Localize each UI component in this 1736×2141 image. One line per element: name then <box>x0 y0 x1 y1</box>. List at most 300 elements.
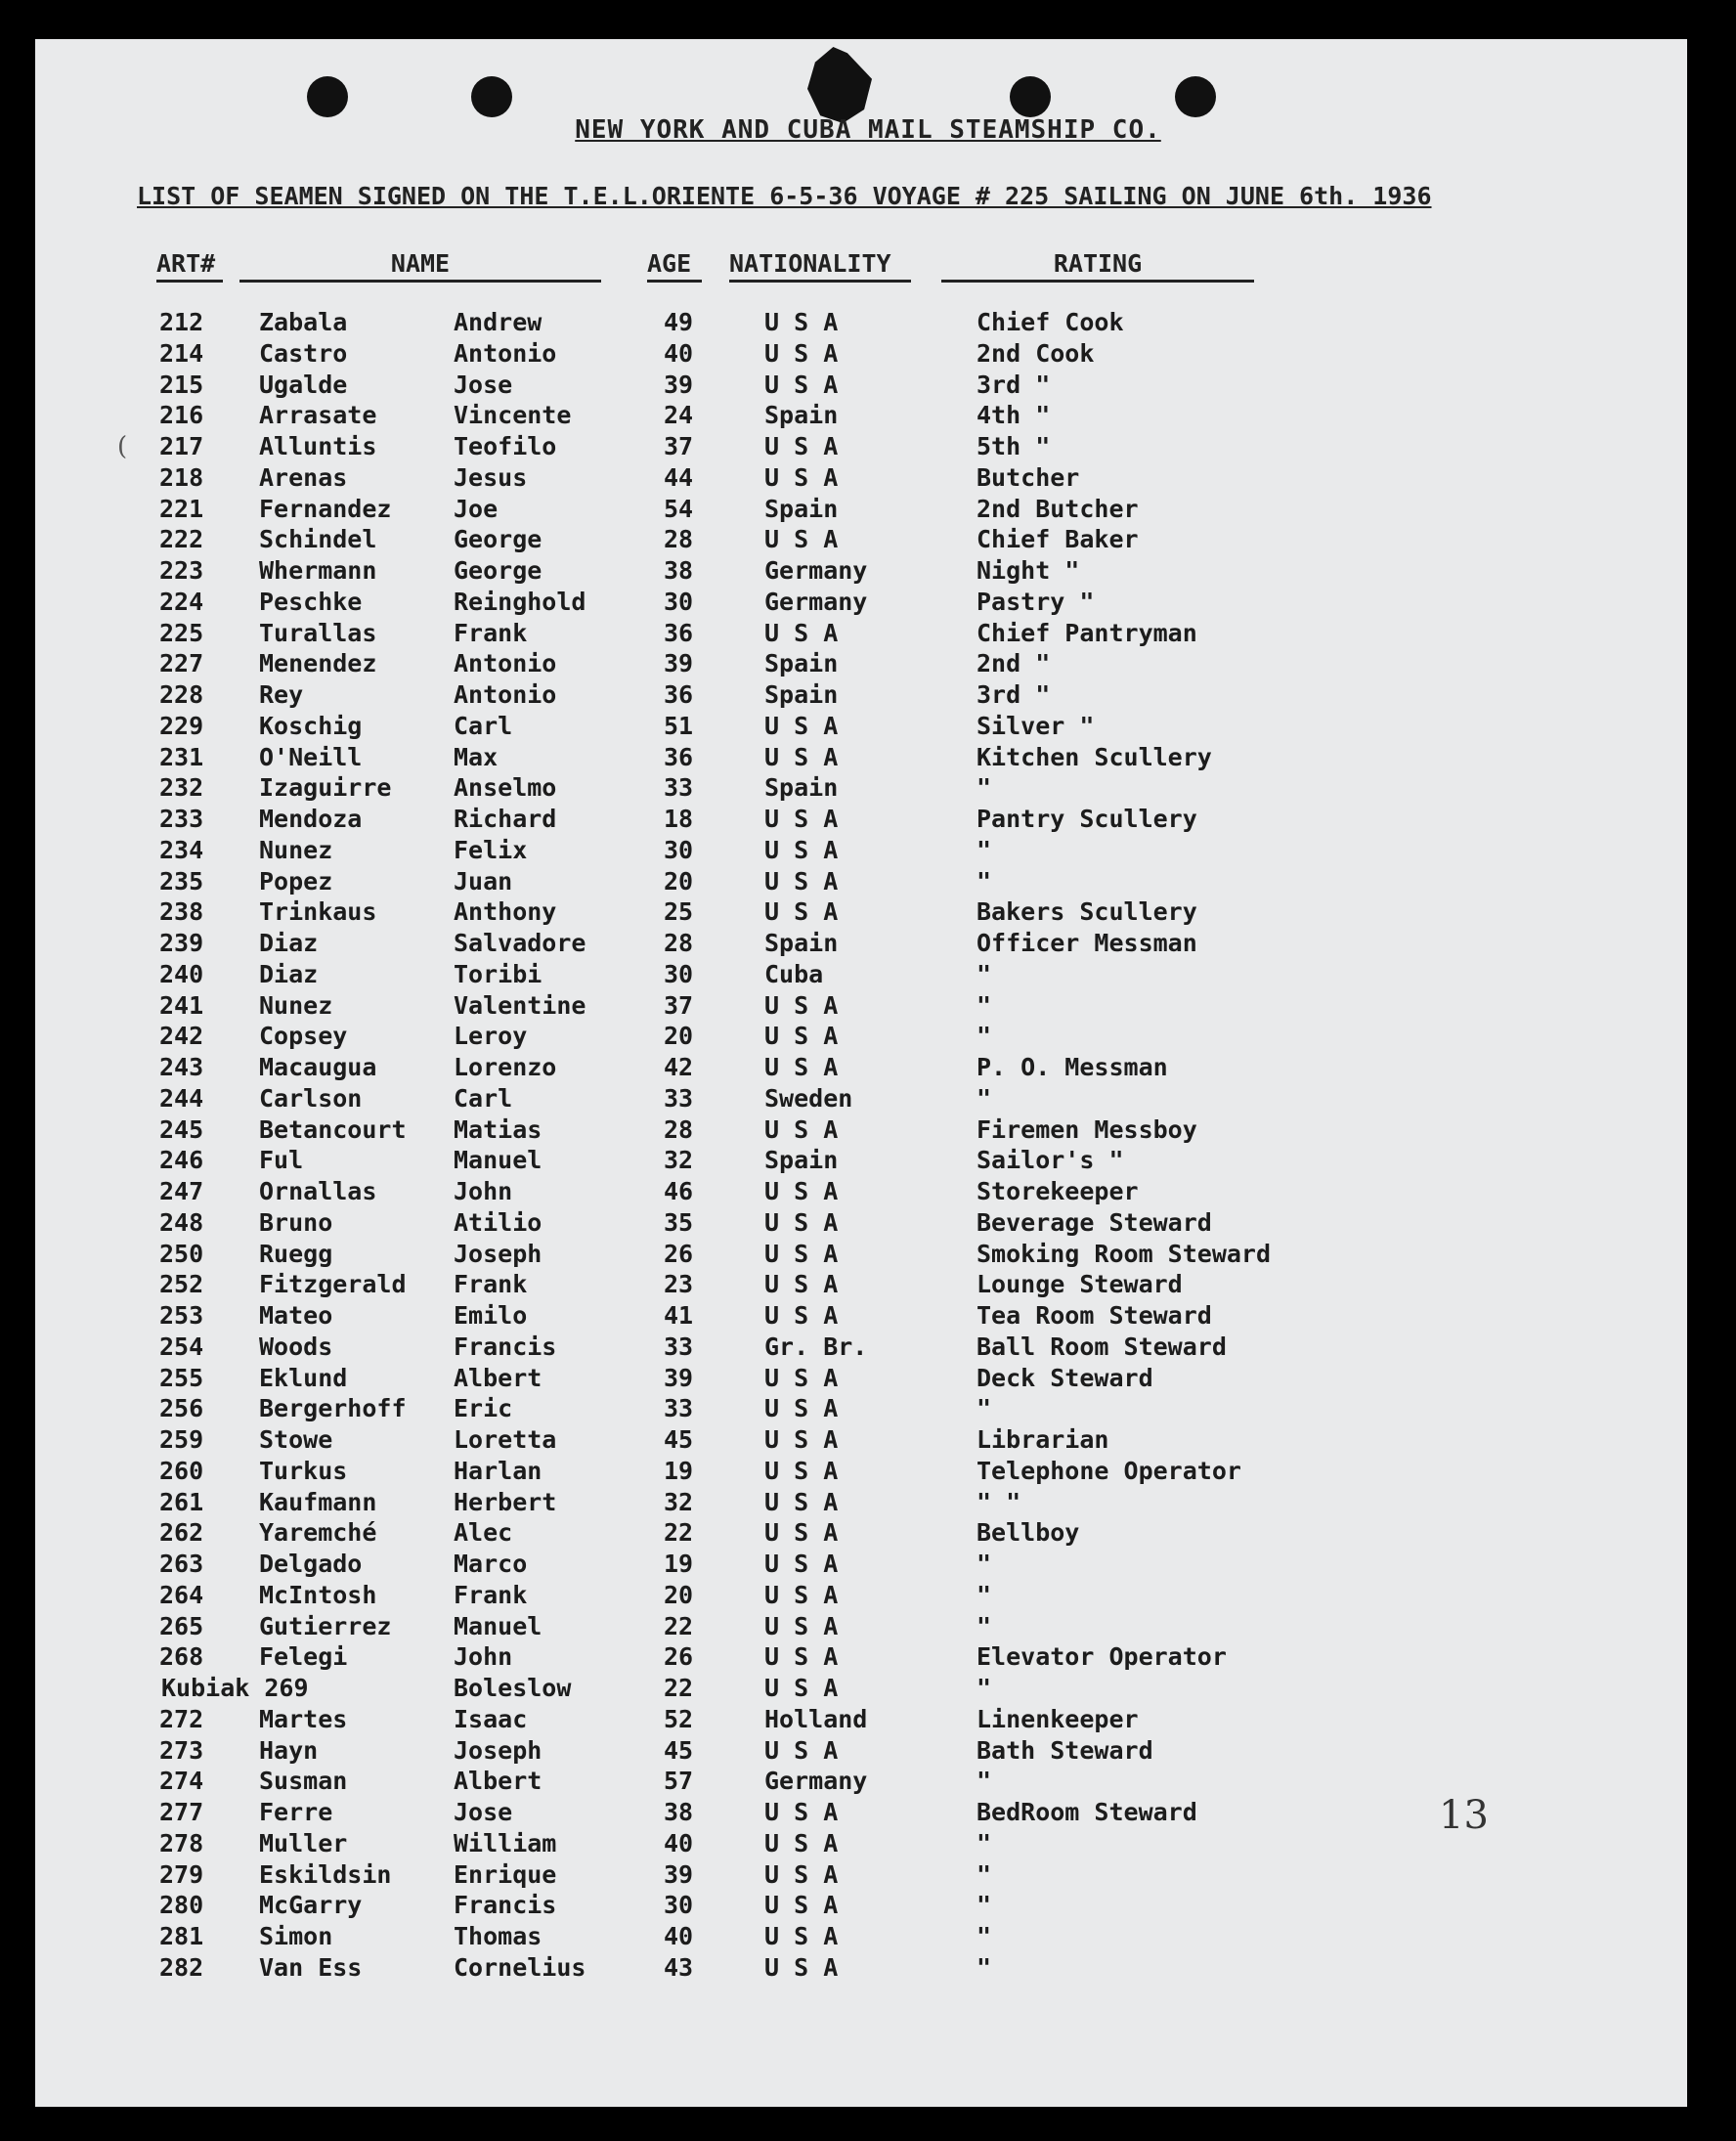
surname-cell: Van Ess <box>259 1952 363 1982</box>
surname-cell: Copsey <box>259 1022 348 1051</box>
surname-cell: Whermann <box>259 556 377 585</box>
rating-cell: Elevator Operator <box>976 1642 1227 1672</box>
nationality-cell: U S A <box>764 1798 839 1826</box>
nationality-cell: Cuba <box>764 959 824 988</box>
art-number-cell: 223 <box>159 556 204 585</box>
punch-hole <box>1175 76 1216 117</box>
age-cell: 33 <box>664 1332 694 1361</box>
art-number-cell: 248 <box>159 1207 204 1237</box>
nationality-cell: Spain <box>764 649 839 678</box>
surname-cell: Schindel <box>259 525 377 554</box>
given-name-cell: Anselmo <box>454 773 557 803</box>
age-cell: 44 <box>664 462 694 492</box>
table-row <box>0 1052 1736 1083</box>
art-number-cell: 215 <box>159 370 204 399</box>
age-cell: 40 <box>664 1922 694 1950</box>
art-number-cell: 216 <box>159 401 204 430</box>
age-cell: 33 <box>664 773 694 803</box>
rating-cell: Pastry " <box>976 587 1095 616</box>
rating-cell: " <box>976 1859 992 1889</box>
age-cell: 19 <box>664 1456 694 1485</box>
age-cell: 20 <box>664 1580 694 1609</box>
given-name-cell: Albert <box>454 1363 542 1392</box>
given-name-cell: Salvadore <box>454 929 586 957</box>
art-number-cell: 231 <box>159 742 204 771</box>
surname-cell: Eskildsin <box>259 1859 392 1889</box>
table-row <box>0 711 1736 742</box>
age-cell: 45 <box>664 1425 694 1454</box>
art-number-cell: 234 <box>159 835 204 864</box>
nationality-cell: U S A <box>764 618 839 647</box>
rating-cell: " <box>976 1952 992 1982</box>
table-row <box>0 1456 1736 1487</box>
given-name-cell: Andrew <box>454 308 542 336</box>
table-row <box>0 1580 1736 1611</box>
rating-cell: Linenkeeper <box>976 1704 1139 1733</box>
nationality-cell: Spain <box>764 929 839 957</box>
art-number-cell: 274 <box>159 1767 204 1796</box>
list-subtitle: LIST OF SEAMEN SIGNED ON THE T.E.L.ORIENTE 6-5-36 VOYAGE # 225 SAILING ON JUNE 6th. 1936 <box>137 182 1432 210</box>
surname-cell: Carlson <box>259 1083 363 1113</box>
age-cell: 30 <box>664 587 694 616</box>
punch-hole <box>1010 76 1051 117</box>
given-name-cell: Herbert <box>454 1487 557 1516</box>
art-number-cell: 232 <box>159 773 204 803</box>
nationality-cell: U S A <box>764 1674 839 1702</box>
art-number-cell: 228 <box>159 680 204 709</box>
table-row <box>0 1641 1736 1673</box>
nationality-cell: U S A <box>764 462 839 492</box>
art-number-cell: 263 <box>159 1550 204 1578</box>
surname-cell: Woods <box>259 1332 333 1361</box>
art-number-cell: 265 <box>159 1611 204 1640</box>
given-name-cell: Alec <box>454 1518 513 1548</box>
table-row <box>0 866 1736 897</box>
surname-cell: Kaufmann <box>259 1487 377 1516</box>
art-number-cell: 255 <box>159 1363 204 1392</box>
art-number-cell: 273 <box>159 1735 204 1765</box>
art-number-cell: 259 <box>159 1425 204 1454</box>
rating-cell: " <box>976 1022 992 1051</box>
age-cell: 20 <box>664 1022 694 1051</box>
surname-cell: Trinkaus <box>259 897 377 927</box>
punch-hole <box>307 76 348 117</box>
age-cell: 19 <box>664 1550 694 1578</box>
nationality-cell: Germany <box>764 556 868 585</box>
given-name-cell: William <box>454 1828 557 1857</box>
art-number-cell: 260 <box>159 1456 204 1485</box>
art-number-cell: 233 <box>159 805 204 833</box>
column-header-age: AGE <box>647 249 702 283</box>
surname-cell: Felegi <box>259 1642 348 1672</box>
rating-cell: Butcher <box>976 462 1080 492</box>
table-row <box>0 587 1736 618</box>
rating-cell: 5th " <box>976 432 1051 460</box>
rating-cell: " " <box>976 1487 1021 1516</box>
rating-cell: Ball Room Steward <box>976 1332 1227 1361</box>
nationality-cell: U S A <box>764 1518 839 1548</box>
nationality-cell: U S A <box>764 711 839 740</box>
table-row <box>0 1114 1736 1146</box>
company-title: NEW YORK AND CUBA MAIL STEAMSHIP CO. <box>575 115 1161 145</box>
age-cell: 26 <box>664 1239 694 1268</box>
rating-cell: " <box>976 1767 992 1796</box>
table-row <box>0 1083 1736 1114</box>
given-name-cell: Juan <box>454 866 513 896</box>
surname-cell: Eklund <box>259 1363 348 1392</box>
nationality-cell: U S A <box>764 1270 839 1299</box>
given-name-cell: Cornelius <box>454 1952 586 1982</box>
column-header-art: ART# <box>156 249 223 283</box>
rating-cell: Chief Baker <box>976 525 1139 554</box>
given-name-cell: Isaac <box>454 1704 528 1733</box>
art-number-cell: 282 <box>159 1952 204 1982</box>
nationality-cell: Holland <box>764 1704 868 1733</box>
art-number-cell: 252 <box>159 1270 204 1299</box>
rating-cell: Firemen Messboy <box>976 1114 1197 1144</box>
age-cell: 28 <box>664 525 694 554</box>
age-cell: 38 <box>664 556 694 585</box>
age-cell: 51 <box>664 711 694 740</box>
age-cell: 35 <box>664 1207 694 1237</box>
given-name-cell: Valentine <box>454 990 586 1020</box>
surname-cell: Ferre <box>259 1798 333 1826</box>
given-name-cell: Eric <box>454 1394 513 1423</box>
age-cell: 30 <box>664 835 694 864</box>
rating-cell: BedRoom Steward <box>976 1798 1197 1826</box>
surname-cell: Susman <box>259 1767 348 1796</box>
table-row <box>0 679 1736 711</box>
art-number-cell: 222 <box>159 525 204 554</box>
rating-cell: Night " <box>976 556 1080 585</box>
surname-cell: Hayn <box>259 1735 319 1765</box>
given-name-cell: Loretta <box>454 1425 557 1454</box>
surname-cell: Martes <box>259 1704 348 1733</box>
column-header-name: NAME <box>239 249 601 283</box>
age-cell: 43 <box>664 1952 694 1982</box>
art-number-cell: 281 <box>159 1922 204 1950</box>
rating-cell: 2nd Cook <box>976 338 1095 368</box>
page-number: 13 <box>1439 1793 1489 1838</box>
surname-cell: Izaguirre <box>259 773 392 803</box>
art-number-cell: 229 <box>159 711 204 740</box>
rating-cell: 3rd " <box>976 680 1051 709</box>
art-number-cell: 278 <box>159 1828 204 1857</box>
nationality-cell: Spain <box>764 680 839 709</box>
given-name-cell: Enrique <box>454 1859 557 1889</box>
age-cell: 24 <box>664 401 694 430</box>
nationality-cell: Germany <box>764 587 868 616</box>
rating-cell: Storekeeper <box>976 1177 1139 1205</box>
nationality-cell: Spain <box>764 494 839 523</box>
given-name-cell: John <box>454 1642 513 1672</box>
given-name-cell: Francis <box>454 1332 557 1361</box>
given-name-cell: Emilo <box>454 1301 528 1330</box>
surname-cell: Rey <box>259 680 304 709</box>
table-row <box>0 1859 1736 1891</box>
nationality-cell: U S A <box>764 1114 839 1144</box>
surname-cell: Diaz <box>259 929 319 957</box>
nationality-cell: U S A <box>764 1828 839 1857</box>
age-cell: 45 <box>664 1735 694 1765</box>
art-number-cell: 261 <box>159 1487 204 1516</box>
surname-cell: Popez <box>259 866 333 896</box>
rating-cell: Chief Pantryman <box>976 618 1197 647</box>
art-number-cell: 221 <box>159 494 204 523</box>
art-number-cell: 268 <box>159 1642 204 1672</box>
art-number-cell: 279 <box>159 1859 204 1889</box>
art-number-cell: 235 <box>159 866 204 896</box>
nationality-cell: Germany <box>764 1767 868 1796</box>
nationality-cell: U S A <box>764 1550 839 1578</box>
rating-cell: Smoking Room Steward <box>976 1239 1272 1268</box>
table-row <box>0 1735 1736 1767</box>
rating-cell: Deck Steward <box>976 1363 1153 1392</box>
nationality-cell: U S A <box>764 1363 839 1392</box>
table-row <box>0 648 1736 679</box>
art-number-cell: 225 <box>159 618 204 647</box>
age-cell: 46 <box>664 1177 694 1205</box>
nationality-cell: U S A <box>764 1053 839 1081</box>
given-name-cell: Boleslow <box>454 1674 572 1702</box>
nationality-cell: Sweden <box>764 1083 853 1113</box>
surname-cell: Alluntis <box>259 432 377 460</box>
surname-cell: Delgado <box>259 1550 363 1578</box>
age-cell: 18 <box>664 805 694 833</box>
age-cell: 22 <box>664 1674 694 1702</box>
table-row <box>0 400 1736 431</box>
rating-cell: " <box>976 1828 992 1857</box>
nationality-cell: U S A <box>764 1952 839 1982</box>
given-name-cell: Max <box>454 742 499 771</box>
table-row <box>0 1611 1736 1642</box>
art-number-cell: 238 <box>159 897 204 927</box>
nationality-cell: U S A <box>764 1456 839 1485</box>
surname-cell: Muller <box>259 1828 348 1857</box>
age-cell: 23 <box>664 1270 694 1299</box>
surname-cell: Castro <box>259 338 348 368</box>
nationality-cell: U S A <box>764 308 839 336</box>
surname-cell: McIntosh <box>259 1580 377 1609</box>
nationality-cell: U S A <box>764 897 839 927</box>
rating-cell: " <box>976 990 992 1020</box>
art-number-cell: 241 <box>159 990 204 1020</box>
table-row <box>0 524 1736 555</box>
table-row <box>0 1704 1736 1735</box>
given-name-cell: Frank <box>454 618 528 647</box>
art-number-cell: 242 <box>159 1022 204 1051</box>
art-number-cell: 262 <box>159 1518 204 1548</box>
rating-cell: Lounge Steward <box>976 1270 1183 1299</box>
surname-cell: Turkus <box>259 1456 348 1485</box>
nationality-cell: U S A <box>764 1394 839 1423</box>
surname-cell: Arrasate <box>259 401 377 430</box>
rating-cell: 4th " <box>976 401 1051 430</box>
given-name-cell: Toribi <box>454 959 542 988</box>
given-name-cell: Thomas <box>454 1922 542 1950</box>
rating-cell: " <box>976 773 992 803</box>
nationality-cell: U S A <box>764 1301 839 1330</box>
age-cell: 30 <box>664 959 694 988</box>
nationality-cell: U S A <box>764 525 839 554</box>
surname-cell: Peschke <box>259 587 363 616</box>
table-row <box>0 1487 1736 1518</box>
table-row <box>0 1332 1736 1363</box>
nationality-cell: U S A <box>764 805 839 833</box>
rating-cell: " <box>976 866 992 896</box>
nationality-cell: Spain <box>764 773 839 803</box>
margin-mark: ( <box>117 432 128 461</box>
rating-cell: " <box>976 1083 992 1113</box>
table-row <box>0 959 1736 990</box>
nationality-cell: U S A <box>764 1859 839 1889</box>
given-name-cell: Joseph <box>454 1735 542 1765</box>
rating-cell: Silver " <box>976 711 1095 740</box>
age-cell: 40 <box>664 1828 694 1857</box>
given-name-cell: Francis <box>454 1891 557 1920</box>
age-cell: 36 <box>664 680 694 709</box>
art-number-cell: 243 <box>159 1053 204 1081</box>
surname-cell: Bruno <box>259 1207 333 1237</box>
table-row <box>0 1021 1736 1052</box>
rating-cell: " <box>976 959 992 988</box>
rating-cell: Sailor's " <box>976 1146 1124 1175</box>
nationality-cell: U S A <box>764 370 839 399</box>
surname-cell: Gutierrez <box>259 1611 392 1640</box>
age-cell: 22 <box>664 1611 694 1640</box>
table-row <box>0 1921 1736 1952</box>
art-number-cell: 272 <box>159 1704 204 1733</box>
table-row <box>0 1145 1736 1176</box>
surname-cell: Betancourt <box>259 1114 407 1144</box>
nationality-cell: U S A <box>764 1487 839 1516</box>
rating-cell: " <box>976 1891 992 1920</box>
table-row <box>0 555 1736 587</box>
given-name-cell: Jose <box>454 1798 513 1826</box>
rating-cell: " <box>976 1922 992 1950</box>
given-name-cell: Teofilo <box>454 432 557 460</box>
rating-cell: 2nd Butcher <box>976 494 1139 523</box>
given-name-cell: Marco <box>454 1550 528 1578</box>
table-row <box>0 431 1736 462</box>
table-row <box>0 1363 1736 1394</box>
given-name-cell: George <box>454 525 542 554</box>
age-cell: 52 <box>664 1704 694 1733</box>
art-number-cell: 224 <box>159 587 204 616</box>
given-name-cell: John <box>454 1177 513 1205</box>
age-cell: 36 <box>664 618 694 647</box>
surname-cell: McGarry <box>259 1891 363 1920</box>
art-number-cell: 246 <box>159 1146 204 1175</box>
nationality-cell: U S A <box>764 1891 839 1920</box>
rating-cell: Bakers Scullery <box>976 897 1197 927</box>
rating-cell: Bath Steward <box>976 1735 1153 1765</box>
table-row <box>0 928 1736 959</box>
age-cell: 33 <box>664 1394 694 1423</box>
table-row <box>0 370 1736 401</box>
age-cell: 42 <box>664 1053 694 1081</box>
rating-cell: " <box>976 1674 992 1702</box>
table-row <box>0 804 1736 835</box>
age-cell: 40 <box>664 338 694 368</box>
table-row <box>0 1269 1736 1300</box>
surname-cell: Ruegg <box>259 1239 333 1268</box>
art-number-cell: 264 <box>159 1580 204 1609</box>
rating-cell: 3rd " <box>976 370 1051 399</box>
table-row <box>0 990 1736 1022</box>
given-name-cell: Manuel <box>454 1611 542 1640</box>
rating-cell: " <box>976 1580 992 1609</box>
rating-cell: Officer Messman <box>976 929 1197 957</box>
surname-cell: Arenas <box>259 462 348 492</box>
art-number-cell: 244 <box>159 1083 204 1113</box>
surname-cell: Mateo <box>259 1301 333 1330</box>
rating-cell: " <box>976 1611 992 1640</box>
given-name-cell: Atilio <box>454 1207 542 1237</box>
age-cell: 49 <box>664 308 694 336</box>
table-row <box>0 1239 1736 1270</box>
surname-cell: Nunez <box>259 990 333 1020</box>
table-row <box>0 462 1736 494</box>
given-name-cell: Carl <box>454 711 513 740</box>
given-name-cell: Antonio <box>454 338 557 368</box>
column-header-nationality: NATIONALITY <box>729 249 911 283</box>
art-number-cell: 240 <box>159 959 204 988</box>
surname-cell: Menendez <box>259 649 377 678</box>
surname-cell: O'Neill <box>259 742 363 771</box>
given-name-cell: Antonio <box>454 649 557 678</box>
art-number-cell: 218 <box>159 462 204 492</box>
surname-cell: Ful <box>259 1146 304 1175</box>
given-name-cell: Anthony <box>454 897 557 927</box>
age-cell: 32 <box>664 1146 694 1175</box>
art-number-cell: 227 <box>159 649 204 678</box>
surname-cell: Simon <box>259 1922 333 1950</box>
surname-cell: Koschig <box>259 711 363 740</box>
nationality-cell: U S A <box>764 1022 839 1051</box>
age-cell: 32 <box>664 1487 694 1516</box>
age-cell: 20 <box>664 866 694 896</box>
rating-cell: Telephone Operator <box>976 1456 1241 1485</box>
art-number-cell: 239 <box>159 929 204 957</box>
table-row <box>0 742 1736 773</box>
art-number-cell: Kubiak 269 <box>161 1674 309 1702</box>
surname-cell: Fitzgerald <box>259 1270 407 1299</box>
nationality-cell: U S A <box>764 1642 839 1672</box>
rating-cell: Tea Room Steward <box>976 1301 1212 1330</box>
age-cell: 36 <box>664 742 694 771</box>
age-cell: 39 <box>664 1859 694 1889</box>
nationality-cell: U S A <box>764 1425 839 1454</box>
nationality-cell: U S A <box>764 866 839 896</box>
age-cell: 54 <box>664 494 694 523</box>
given-name-cell: Felix <box>454 835 528 864</box>
rating-cell: Chief Cook <box>976 308 1124 336</box>
rating-cell: Beverage Steward <box>976 1207 1212 1237</box>
given-name-cell: Jose <box>454 370 513 399</box>
table-row <box>0 307 1736 338</box>
table-row <box>0 1517 1736 1549</box>
nationality-cell: U S A <box>764 1580 839 1609</box>
age-cell: 39 <box>664 370 694 399</box>
rating-cell: " <box>976 1550 992 1578</box>
surname-cell: Zabala <box>259 308 348 336</box>
art-number-cell: 253 <box>159 1301 204 1330</box>
table-row <box>0 1549 1736 1580</box>
given-name-cell: Matias <box>454 1114 542 1144</box>
art-number-cell: 214 <box>159 338 204 368</box>
given-name-cell: Lorenzo <box>454 1053 557 1081</box>
